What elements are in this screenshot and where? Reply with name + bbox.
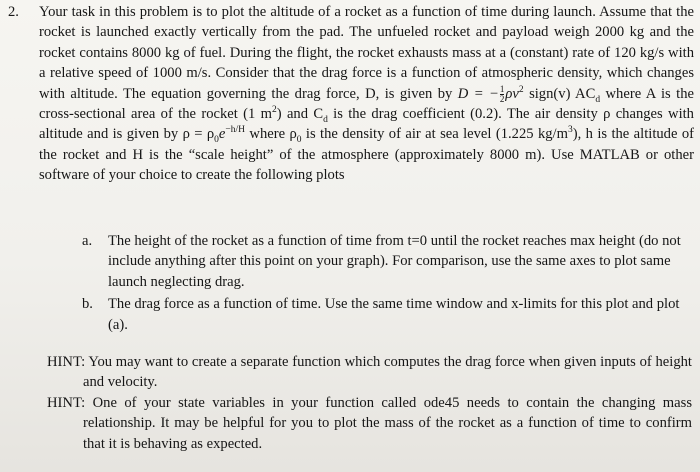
problem-text-density: is the drag coefficient (0.2). The air density ρ changes with altitude and is given by ρ = ρ [39,106,694,143]
eq-power: 2 [518,84,524,95]
density-power: 3 [567,125,573,136]
problem-text-cd: ) and C [276,106,324,123]
hint-item [47,352,692,393]
hint-text: HINT: One of your state variables in your function called ode45 needs to contain the changing mass relationship. It may be helpful for you to plot the mass of the rocket as a function of time to confirm that it is behaving as expected. [47,394,692,452]
eq-sign-term: sign(v) AC [523,85,596,102]
problem-text-area: where A is the cross-sectional area of the rocket (1 m [39,85,694,123]
fraction-numerator: 1 [499,83,505,94]
problem-text-sea-level: is the density of air at sea level (1.225 kg/m [301,126,568,143]
eq-rho-v: ρv [505,85,519,102]
part-text: The height of the rocket as a function of time from t=0 until the rocket reaches max height (do not include anything after this point on your graph). For comparison, use the same axes to plot same launch neglecting drag. [108,233,681,290]
part-label: b. [82,296,93,313]
hint-text: HINT: You may want to create a separate function which computes the drag force when given inputs of height and velocity. [47,354,692,391]
rho0-subscript-2: 0 [296,135,302,146]
part-text: The drag force as a function of time. Use the same time window and x-limits for this plot and plot (a). [108,296,680,333]
rho0-subscript: 0 [214,135,219,146]
task-parts [82,231,690,337]
problem-text-intro: Your task in this problem is to plot the altitude of a rocket as a function of time during launch. Assume that the rocket is launched exactly vertically from the pad. The unfueled rocket and payload weigh 2000 kg and the rocket contains 8000 kg of fuel. During the flight, the rocket exhausts mass at a (constant) rate of 120 kg/s with a relative speed of 1000 m/s. Consider that the drag force is a function of atmospheric density, which changes with altitude. The equation governing the drag force, D, is given by [39,4,694,102]
problem-text-outro: ), h is the altitude of the rocket and H is the “scale height” of the atmosphere (approximately 8000 m). Use MATLAB or other software of your choice to create the following plots [39,126,694,184]
task-part-b [82,294,690,335]
problem-statement [8,2,694,186]
hint-item [47,393,692,454]
cd-subscript: d [323,114,328,125]
eq-subscript: d [595,94,601,105]
problem-text-where: where ρ [245,126,297,143]
area-power: 2 [272,105,277,116]
part-label: a. [82,233,93,249]
hints-section [47,352,692,454]
fraction-denominator: 2 [499,93,505,104]
problem-paragraph [39,2,694,186]
exp-base: e [218,126,226,143]
eq-lhs: D = − [457,85,499,102]
task-part-a [82,231,690,292]
one-half-fraction [500,85,505,104]
problem-number: 2. [8,4,19,20]
drag-equation [457,83,601,105]
exp-power: −h/H [225,125,246,136]
